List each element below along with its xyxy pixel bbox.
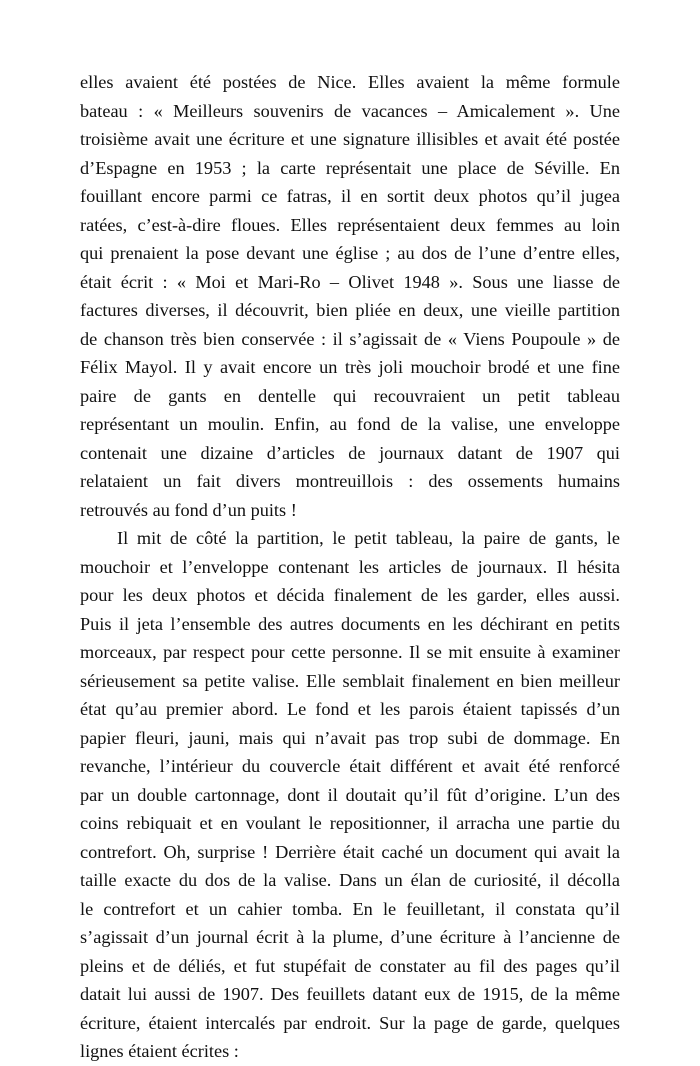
text-line: revanche, l’intérieur du couvercle était différent et avait été renforcé xyxy=(80,756,620,776)
text-line: paire de gants en dentelle qui recouvraient un petit tableau xyxy=(80,385,620,406)
text-line: factures diverses, il découvrit, bien pliée en deux, une vieille partition xyxy=(80,300,620,320)
text-line: taille exacte du dos de la valise. Dans un élan de curiosité, il décolla xyxy=(80,870,620,890)
text-line: pleins et de déliés, et fut stupéfait de constater au fil des pages qu’il xyxy=(80,955,620,976)
text-line: relataient un fait divers montreuillois : des ossements humains xyxy=(80,471,620,491)
text-line: Félix Mayol. Il y avait encore un très joli mouchoir brodé et une fine xyxy=(80,357,620,377)
text-line: était écrit : « Moi et Mari-Ro – Olivet 1948 ». Sous une liasse de xyxy=(80,271,620,292)
text-line: papier fleuri, jauni, mais qui n’avait pas trop subi de dommage. En xyxy=(80,727,620,748)
text-line: retrouvés au fond d’un puits ! xyxy=(80,499,297,520)
text-line: Il mit de côté la partition, le petit tableau, la paire de gants, le xyxy=(117,528,620,548)
text-line: Puis il jeta l’ensemble des autres documents en les déchirant en petits xyxy=(80,613,620,634)
text-line: le contrefort et un cahier tomba. En le feuilletant, il constata qu’il xyxy=(80,898,620,919)
text-line: troisième avait une écriture et une signature illisibles et avait été postée xyxy=(80,129,620,149)
text-line: pour les deux photos et décida finalement de les garder, elles aussi. xyxy=(80,585,620,605)
text-line: coins rebiquait et en voulant le repositionner, il arracha une partie du xyxy=(80,813,620,833)
text-line: écriture, étaient intercalés par endroit. Sur la page de garde, quelques xyxy=(80,1012,620,1033)
text-line: mouchoir et l’enveloppe contenant les articles de journaux. Il hésita xyxy=(80,556,620,577)
paragraph-2 xyxy=(80,524,620,1066)
text-line: fouillant encore parmi ce fatras, il en sortit deux photos qu’il jugea xyxy=(80,186,620,206)
text-line: elles avaient été postées de Nice. Elles avaient la même formule xyxy=(80,72,620,92)
text-line: par un double cartonnage, dont il doutait qu’il fût d’origine. L’un des xyxy=(80,784,620,805)
text-line: contenait une dizaine d’articles de journaux datant de 1907 qui xyxy=(80,442,620,463)
text-line: contrefort. Oh, surprise ! Derrière était caché un document qui avait la xyxy=(80,841,620,862)
text-line: bateau : « Meilleurs souvenirs de vacances – Amicalement ». Une xyxy=(80,100,620,121)
text-line: qui prenaient la pose devant une église ; au dos de l’une d’entre elles, xyxy=(80,243,620,263)
text-line: de chanson très bien conservée : il s’agissait de « Viens Poupoule » de xyxy=(80,328,620,349)
paragraph-1 xyxy=(80,68,620,524)
text-line: morceaux, par respect pour cette personne. Il se mit ensuite à examiner xyxy=(80,642,620,662)
text-line: représentant un moulin. Enfin, au fond de la valise, une enveloppe xyxy=(80,414,620,434)
text-line: s’agissait d’un journal écrit à la plume, d’une écriture à l’ancienne de xyxy=(80,927,620,947)
text-line: datait lui aussi de 1907. Des feuillets datant eux de 1915, de la même xyxy=(80,984,620,1004)
text-line: lignes étaient écrites : xyxy=(80,1041,239,1061)
text-line: sérieusement sa petite valise. Elle semblait finalement en bien meilleur xyxy=(80,670,620,691)
text-line: ratées, c’est-à-dire floues. Elles représentaient deux femmes au loin xyxy=(80,214,620,235)
text-line: d’Espagne en 1953 ; la carte représentait une place de Séville. En xyxy=(80,157,620,178)
text-line: état qu’au premier abord. Le fond et les parois étaient tapissés d’un xyxy=(80,699,620,719)
document-page xyxy=(80,68,620,1066)
